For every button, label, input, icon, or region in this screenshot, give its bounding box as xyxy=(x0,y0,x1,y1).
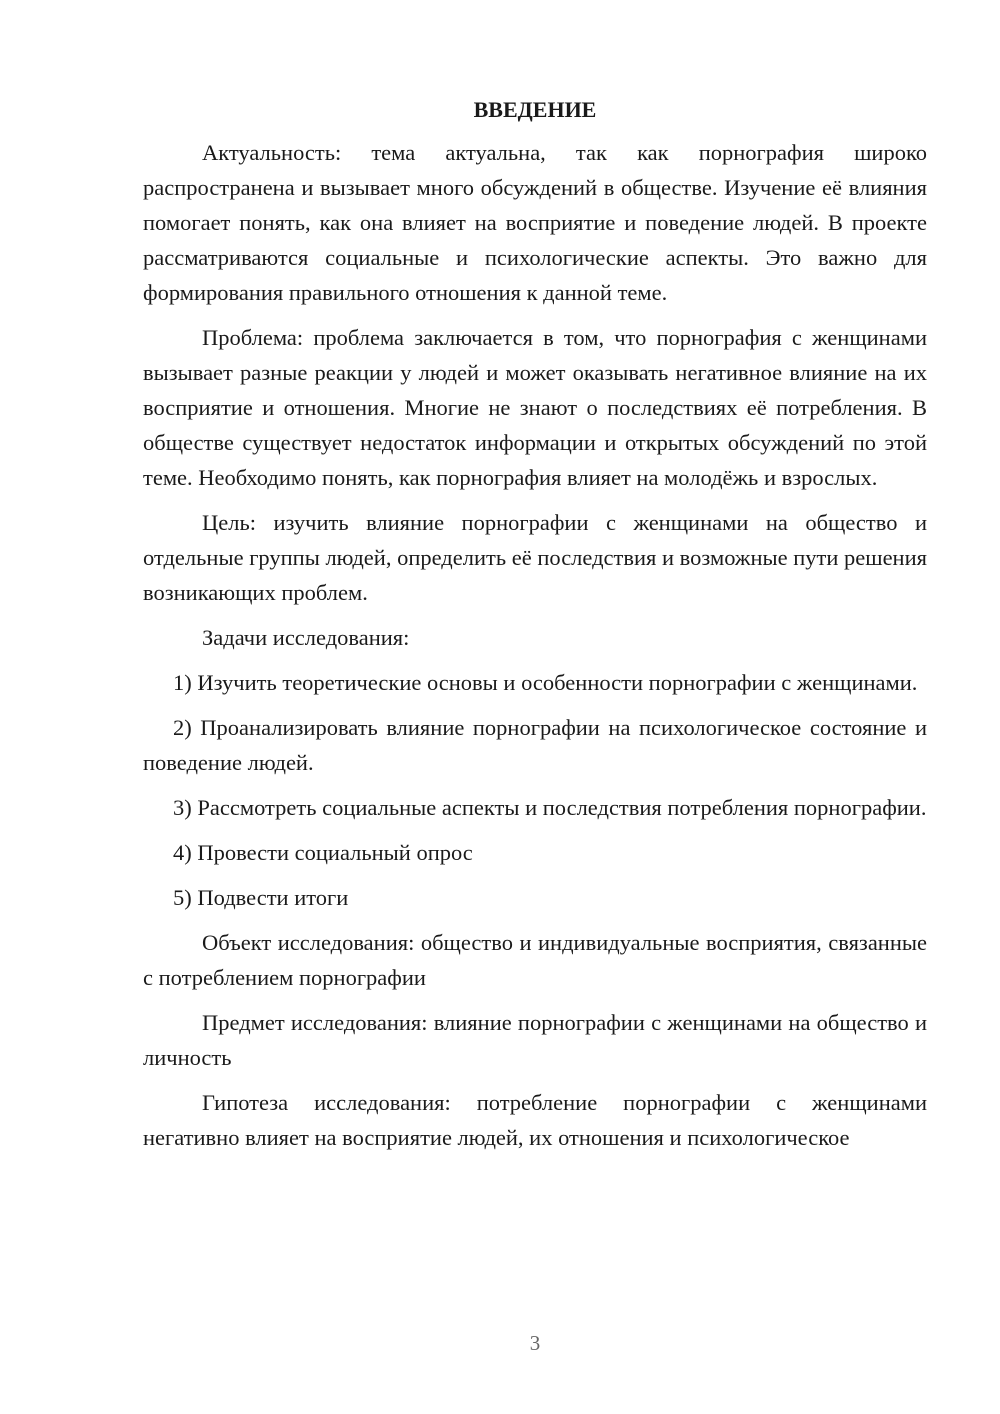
problem-paragraph: Проблема: проблема заключается в том, что порнография с женщинами вызывает разные реакции у людей и может оказывать негативное влияние на их восприятие и отношения. Многие не знают о последствиях её потребления. В обществе существует недостаток информации и открытых обсуждений по этой теме. Необходимо понять, как порнография влияет на молодёжь и взрослых. xyxy=(143,325,927,490)
page-title: ВВЕДЕНИЕ xyxy=(473,97,597,122)
task-item: 4) Провести социальный опрос xyxy=(173,840,473,865)
task-item: 5) Подвести итоги xyxy=(173,885,349,910)
subject-paragraph: Предмет исследования: влияние порнографии с женщинами на общество и личность xyxy=(143,1010,927,1070)
page-number: 3 xyxy=(529,1331,541,1355)
task-item: 2) Проанализировать влияние порнографии на психологическое состояние и поведение людей. xyxy=(143,715,927,775)
tasks-heading: Задачи исследования: xyxy=(202,625,410,650)
page-content xyxy=(143,92,927,1155)
hypothesis-paragraph: Гипотеза исследования: потребление порнографии с женщинами негативно влияет на восприятие людей, их отношения и психологическое xyxy=(143,1090,927,1150)
goal-paragraph: Цель: изучить влияние порнографии с женщинами на общество и отдельные группы людей, определить её последствия и возможные пути решения возникающих проблем. xyxy=(143,510,927,605)
relevance-paragraph: Актуальность: тема актуальна, так как порнография широко распространена и вызывает много обсуждений в обществе. Изучение её влияния помогает понять, как она влияет на восприятие и поведение людей. В проекте рассматриваются социальные и психологические аспекты. Это важно для формирования правильного отношения к данной теме. xyxy=(143,140,927,305)
task-item: 3) Рассмотреть социальные аспекты и последствия потребления порнографии. xyxy=(173,795,927,820)
task-item: 1) Изучить теоретические основы и особенности порнографии с женщинами. xyxy=(173,670,918,695)
object-paragraph: Объект исследования: общество и индивидуальные восприятия, связанные с потреблением порнографии xyxy=(143,930,927,990)
